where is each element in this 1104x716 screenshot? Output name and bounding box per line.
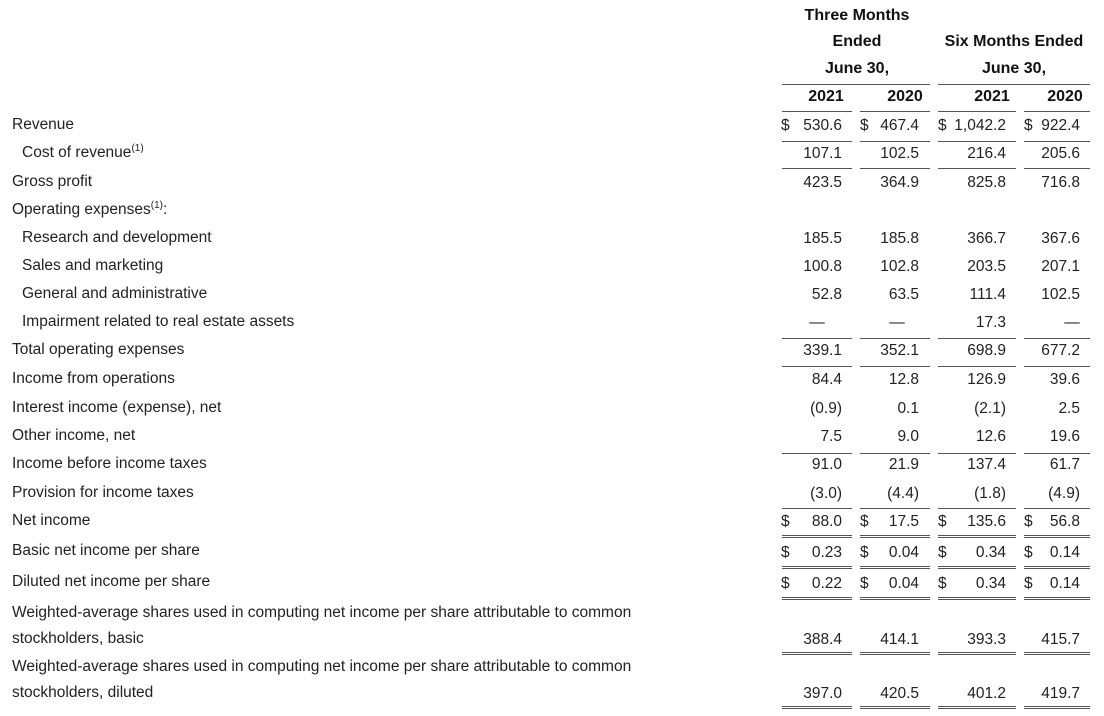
header-three-months-line2: Ended: [832, 33, 882, 50]
value-cell: 0.14: [1049, 575, 1080, 592]
currency-symbol: $: [938, 513, 947, 530]
value-cell: 12.8: [888, 371, 919, 388]
subtotal-rule: [860, 366, 930, 367]
value-cell: 207.1: [1041, 258, 1080, 275]
total-double-rule: [938, 597, 1016, 600]
subtotal-rule: [938, 141, 1016, 142]
row-label-interest-income: Interest income (expense), net: [12, 399, 222, 416]
value-cell: 716.8: [1041, 174, 1080, 191]
value-cell: 0.34: [975, 544, 1006, 561]
value-cell: (0.9): [810, 400, 842, 417]
total-double-rule: [1024, 597, 1090, 600]
currency-symbol: $: [938, 544, 947, 561]
row-label-operating-expenses: Operating expenses$^{(1)}$:: [12, 199, 168, 218]
value-cell: 102.5: [1041, 286, 1080, 303]
currency-symbol: $: [860, 544, 869, 561]
value-cell: 100.8: [803, 258, 842, 275]
subtotal-rule: [860, 338, 930, 339]
total-double-rule: [938, 652, 1016, 655]
value-cell: 19.6: [1049, 428, 1080, 445]
value-cell: 63.5: [888, 286, 919, 303]
subtotal-rule: [938, 338, 1016, 339]
value-cell: 0.1: [897, 400, 919, 417]
value-cell: 423.5: [803, 174, 842, 191]
value-cell: 0.34: [975, 575, 1006, 592]
value-cell: 0.04: [888, 575, 919, 592]
currency-symbol: $: [1024, 117, 1033, 134]
row-label-income-before-taxes: Income before income taxes: [12, 455, 207, 472]
value-cell: 530.6: [803, 117, 842, 134]
year-rule-3: [938, 111, 1016, 112]
value-cell: 401.2: [967, 685, 1006, 702]
total-double-rule: [860, 566, 930, 569]
header-rule-six-months: [938, 84, 1090, 85]
value-cell: 56.8: [1049, 513, 1080, 530]
row-label-research-development: Research and development: [22, 229, 212, 246]
value-cell: 393.3: [967, 631, 1006, 648]
year-col3: 2021: [974, 88, 1010, 105]
total-double-rule: [938, 566, 1016, 569]
value-cell: 39.6: [1049, 371, 1080, 388]
total-double-rule: [782, 597, 852, 600]
value-cell: 7.5: [820, 428, 842, 445]
value-cell: 415.7: [1041, 631, 1080, 648]
value-cell: 0.22: [811, 575, 842, 592]
row-label-impairment: Impairment related to real estate assets: [22, 313, 295, 330]
row-label-revenue: Revenue: [12, 116, 75, 133]
subtotal-rule: [1024, 508, 1090, 509]
value-cell: 352.1: [880, 342, 919, 359]
total-double-rule: [1024, 652, 1090, 655]
subtotal-rule: [938, 508, 1016, 509]
value-cell: 91.0: [811, 456, 842, 473]
currency-symbol: $: [860, 117, 869, 134]
row-label-provision-taxes: Provision for income taxes: [12, 484, 194, 501]
value-cell: 698.9: [967, 342, 1006, 359]
currency-symbol: $: [1024, 513, 1033, 530]
year-col4: 2020: [1047, 88, 1083, 105]
footnote-marker: (1): [150, 199, 163, 211]
value-cell: —: [809, 314, 825, 331]
subtotal-rule: [782, 141, 852, 142]
row-label-net-income: Net income: [12, 512, 91, 529]
row-label-weighted-diluted-line2: stockholders, diluted: [12, 684, 154, 701]
subtotal-rule: [860, 453, 930, 454]
currency-symbol: $: [938, 117, 947, 134]
year-rule-1: [782, 111, 852, 112]
value-cell: 420.5: [880, 685, 919, 702]
value-cell: (4.4): [887, 485, 919, 502]
value-cell: 84.4: [811, 371, 842, 388]
value-cell: 2.5: [1058, 400, 1080, 417]
value-cell: 102.8: [880, 258, 919, 275]
header-three-months-line3: June 30,: [824, 60, 890, 77]
value-cell: 185.8: [880, 230, 919, 247]
subtotal-rule: [1024, 168, 1090, 169]
currency-symbol: $: [781, 513, 790, 530]
value-cell: (2.1): [974, 400, 1006, 417]
value-cell: 364.9: [880, 174, 919, 191]
total-double-rule: [860, 535, 930, 538]
total-double-rule: [860, 597, 930, 600]
total-double-rule: [782, 566, 852, 569]
year-col1: 2021: [808, 88, 844, 105]
total-double-rule: [1024, 535, 1090, 538]
value-cell: 0.23: [811, 544, 842, 561]
header-six-months-line1: Six Months Ended: [944, 33, 1084, 50]
currency-symbol: $: [860, 513, 869, 530]
row-label-weighted-diluted-line1: Weighted-average shares used in computing net income per share attributable to common: [12, 658, 632, 675]
subtotal-rule: [782, 338, 852, 339]
total-double-rule: [782, 652, 852, 655]
value-cell: 366.7: [967, 230, 1006, 247]
subtotal-rule: [1024, 453, 1090, 454]
total-double-rule: [860, 652, 930, 655]
value-cell: 203.5: [967, 258, 1006, 275]
subtotal-rule: [782, 453, 852, 454]
value-cell: 185.5: [803, 230, 842, 247]
value-cell: 677.2: [1041, 342, 1080, 359]
currency-symbol: $: [938, 575, 947, 592]
row-label-weighted-basic-line2: stockholders, basic: [12, 630, 144, 647]
value-cell: 216.4: [967, 145, 1006, 162]
total-double-rule: [1024, 706, 1090, 709]
header-six-months-line2: June 30,: [981, 60, 1047, 77]
value-cell: 0.04: [888, 544, 919, 561]
row-label-cost-of-revenue: Cost of revenue$^{(1)}$: [22, 142, 144, 161]
value-cell: 21.9: [888, 456, 919, 473]
total-double-rule: [938, 535, 1016, 538]
value-cell: 135.6: [967, 513, 1006, 530]
value-cell: 414.1: [880, 631, 919, 648]
subtotal-rule: [1024, 141, 1090, 142]
value-cell: (3.0): [810, 485, 842, 502]
value-cell: 1,042.2: [954, 117, 1006, 134]
subtotal-rule: [860, 508, 930, 509]
total-double-rule: [782, 535, 852, 538]
row-label-general-administrative: General and administrative: [22, 285, 208, 302]
total-double-rule: [1024, 566, 1090, 569]
value-cell: 12.6: [975, 428, 1006, 445]
value-cell: (1.8): [974, 485, 1006, 502]
footnote-marker: (1): [131, 142, 144, 154]
row-label-other-income: Other income, net: [12, 427, 136, 444]
subtotal-rule: [860, 141, 930, 142]
value-cell: 102.5: [880, 145, 919, 162]
header-rule-three-months: [782, 84, 930, 85]
row-label-gross-profit: Gross profit: [12, 173, 93, 190]
value-cell: 111.4: [969, 286, 1006, 303]
year-col2: 2020: [887, 88, 923, 105]
currency-symbol: $: [781, 117, 790, 134]
value-cell: 922.4: [1041, 117, 1080, 134]
row-label-weighted-basic-line1: Weighted-average shares used in computing net income per share attributable to common: [12, 604, 632, 621]
currency-symbol: $: [781, 575, 790, 592]
currency-symbol: $: [860, 575, 869, 592]
header-three-months-line1: Three Months: [804, 7, 910, 24]
subtotal-rule: [860, 168, 930, 169]
year-rule-2: [860, 111, 930, 112]
value-cell: 61.7: [1049, 456, 1080, 473]
row-label-income-from-operations: Income from operations: [12, 370, 175, 387]
currency-symbol: $: [1024, 575, 1033, 592]
row-label-sales-marketing: Sales and marketing: [22, 257, 164, 274]
row-label-diluted-eps: Diluted net income per share: [12, 573, 211, 590]
value-cell: 107.1: [803, 145, 842, 162]
subtotal-rule: [938, 168, 1016, 169]
value-cell: 9.0: [897, 428, 919, 445]
currency-symbol: $: [781, 544, 790, 561]
value-cell: 397.0: [803, 685, 842, 702]
total-double-rule: [938, 706, 1016, 709]
value-cell: 825.8: [967, 174, 1006, 191]
subtotal-rule: [782, 366, 852, 367]
subtotal-rule: [938, 366, 1016, 367]
value-cell: 17.3: [975, 314, 1006, 331]
value-cell: (4.9): [1048, 485, 1080, 502]
value-cell: 17.5: [888, 513, 919, 530]
row-label-total-operating-expenses: Total operating expenses: [12, 341, 185, 358]
value-cell: 52.8: [811, 286, 842, 303]
value-cell: 419.7: [1041, 685, 1080, 702]
value-cell: 126.9: [967, 371, 1006, 388]
subtotal-rule: [782, 508, 852, 509]
total-double-rule: [782, 706, 852, 709]
value-cell: 88.0: [811, 513, 842, 530]
currency-symbol: $: [1024, 544, 1033, 561]
value-cell: —: [889, 314, 905, 331]
value-cell: 0.14: [1049, 544, 1080, 561]
subtotal-rule: [1024, 366, 1090, 367]
subtotal-rule: [938, 453, 1016, 454]
year-rule-4: [1024, 111, 1090, 112]
value-cell: 205.6: [1041, 145, 1080, 162]
value-cell: 388.4: [803, 631, 842, 648]
subtotal-rule: [782, 168, 852, 169]
value-cell: 467.4: [880, 117, 919, 134]
value-cell: 339.1: [803, 342, 842, 359]
row-label-basic-eps: Basic net income per share: [12, 542, 200, 559]
value-cell: 137.4: [967, 456, 1006, 473]
subtotal-rule: [1024, 338, 1090, 339]
value-cell: —: [1064, 314, 1080, 331]
value-cell: 367.6: [1041, 230, 1080, 247]
total-double-rule: [860, 706, 930, 709]
